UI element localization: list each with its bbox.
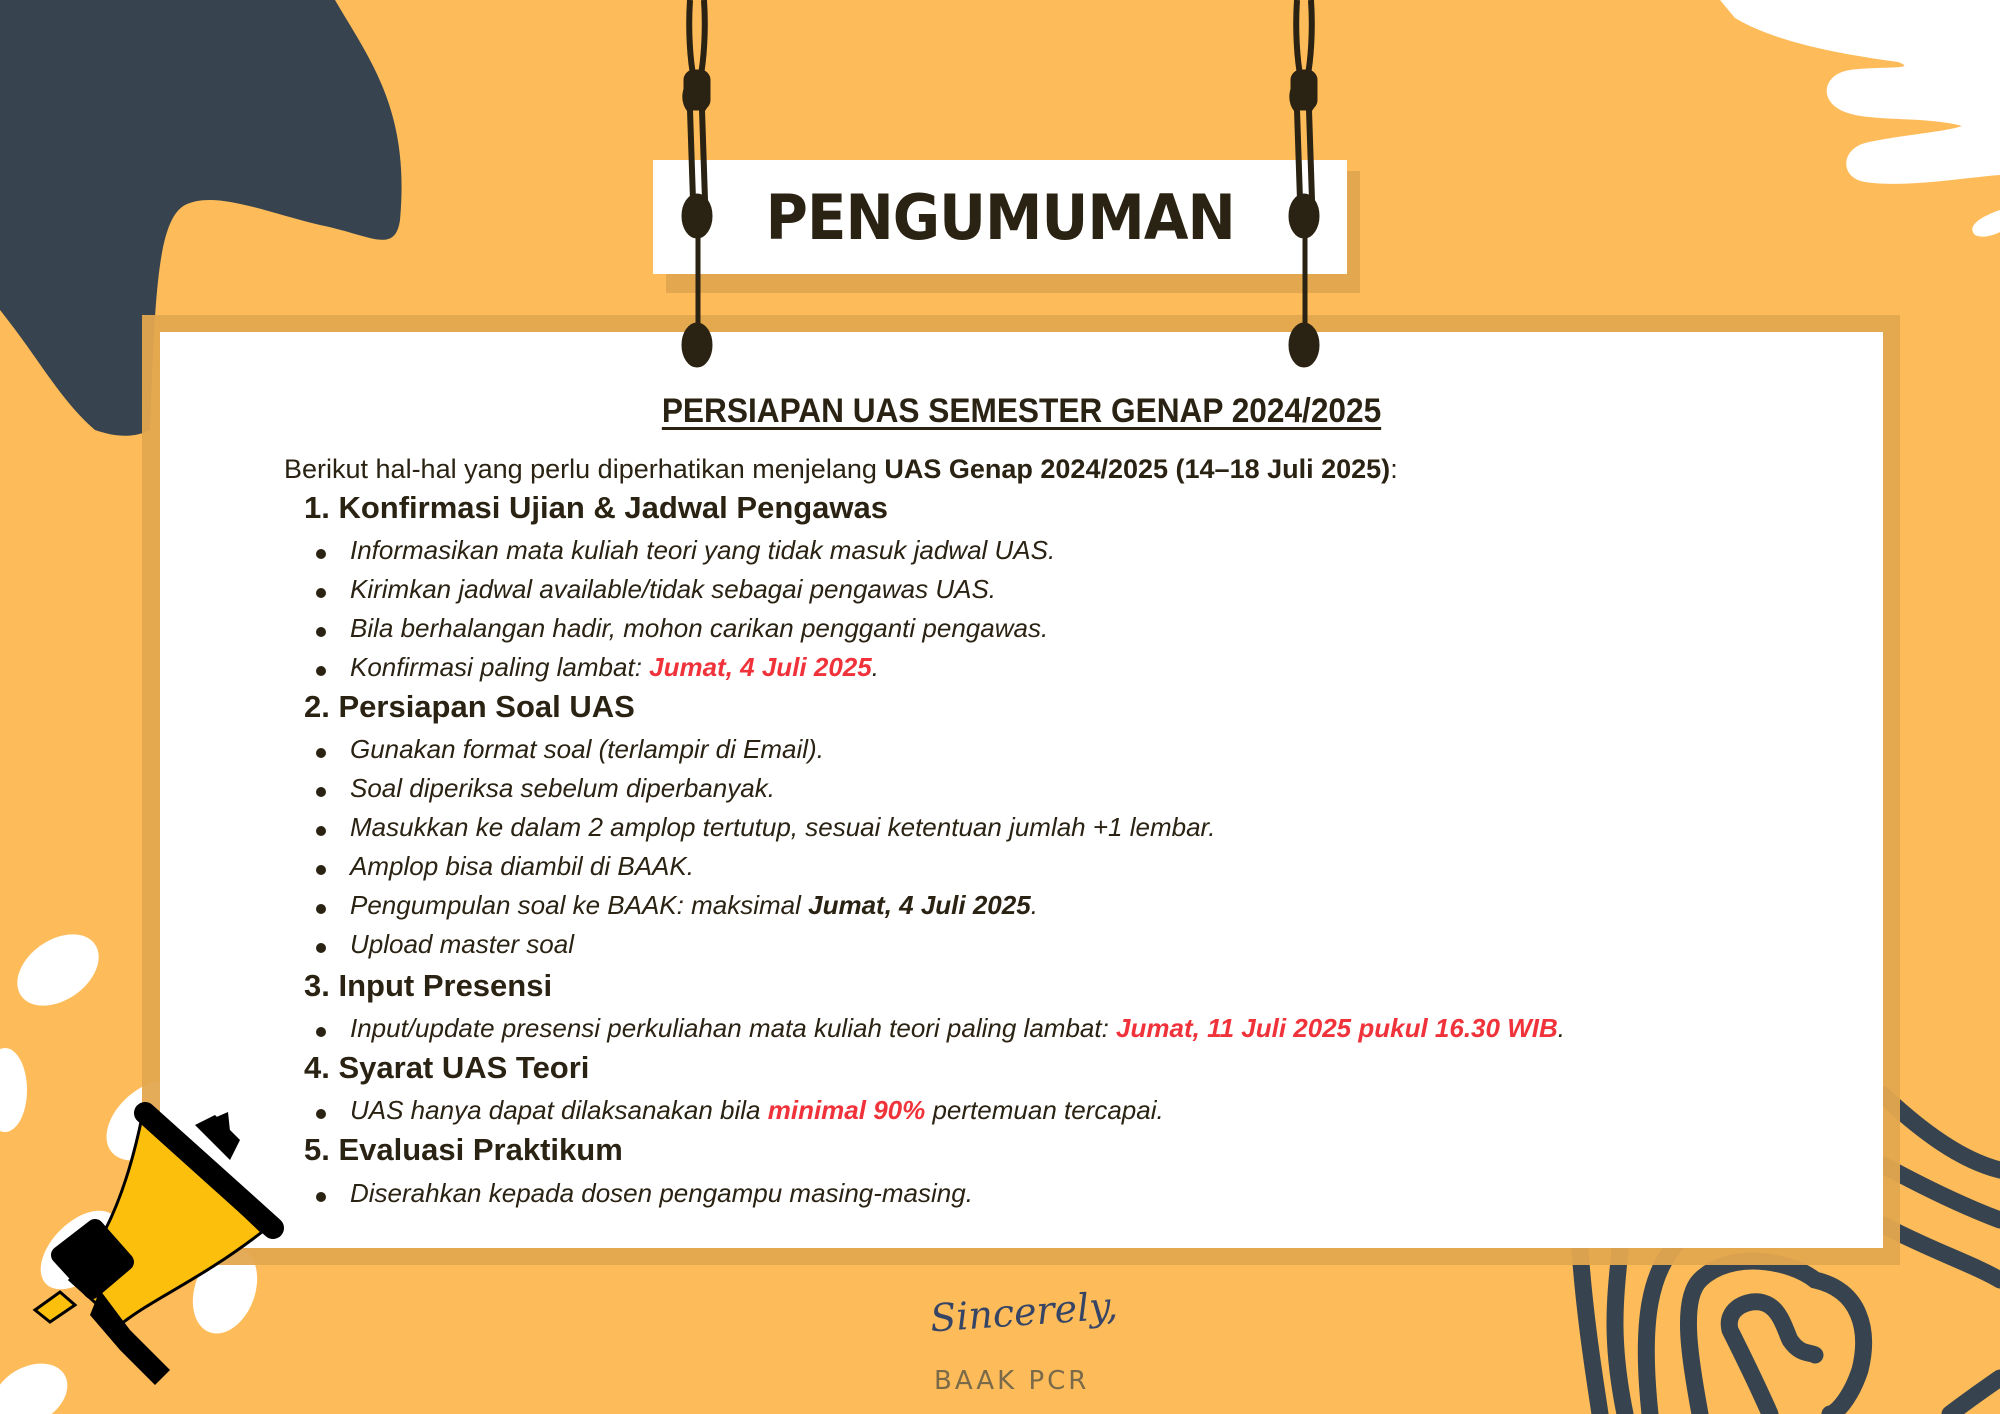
white-dot: [4, 920, 112, 1021]
white-dot: [0, 1048, 27, 1132]
section-heading: 1. Konfirmasi Ujian & Jadwal Pengawas: [304, 490, 889, 525]
signer-name: BAAK PCR: [934, 1366, 1090, 1396]
white-splash-shape: [1720, 0, 2000, 237]
list-item: Input/update presensi perkuliahan mata kuliah teori paling lambat: Jumat, 11 Juli 2025 pukul 16.30 WIB.: [350, 1013, 1565, 1043]
requirement-highlight: minimal 90%: [767, 1095, 926, 1125]
announcement-card: [160, 332, 1883, 1248]
section-heading: 4. Syarat UAS Teori: [304, 1050, 590, 1085]
list-item: Gunakan format soal (terlampir di Email).: [350, 734, 824, 764]
list-item: Diserahkan kepada dosen pengampu masing-masing.: [350, 1178, 973, 1208]
closing-text: Sincerely,: [928, 1283, 1120, 1341]
list-item: Kirimkan jadwal available/tidak sebagai pengawas UAS.: [350, 574, 997, 604]
list-item: Upload master soal: [350, 929, 574, 959]
list-item: UAS hanya dapat dilaksanakan bila minimal 90% pertemuan tercapai.: [350, 1095, 1164, 1125]
list-item: Amplop bisa diambil di BAAK.: [350, 851, 694, 881]
list-item: Konfirmasi paling lambat: Jumat, 4 Juli 2025.: [350, 652, 879, 682]
exam-period: UAS Genap 2024/2025 (14–18 Juli 2025): [884, 454, 1391, 484]
list-item: Soal diperiksa sebelum diperbanyak.: [350, 773, 775, 803]
announcement-title: PERSIAPAN UAS SEMESTER GENAP 2024/2025: [661, 392, 1382, 430]
list-item: Informasikan mata kuliah teori yang tidak masuk jadwal UAS.: [350, 535, 1056, 565]
section-heading: 2. Persiapan Soal UAS: [304, 689, 635, 724]
section-heading: 5. Evaluasi Praktikum: [304, 1132, 623, 1167]
deadline-highlight: Jumat, 11 Juli 2025 pukul 16.30 WIB: [1116, 1013, 1558, 1043]
white-dot: [26, 1196, 133, 1303]
list-item: Bila berhalangan hadir, mohon carikan pengganti pengawas.: [350, 613, 1049, 643]
deadline-highlight: Jumat, 4 Juli 2025: [649, 652, 872, 682]
page-title: PENGUMUMAN: [765, 180, 1235, 254]
list-item: Pengumpulan soal ke BAAK: maksimal Jumat, 4 Juli 2025.: [350, 890, 1038, 920]
deadline-bold: Jumat, 4 Juli 2025: [808, 890, 1031, 920]
intro-text: Berikut hal-hal yang perlu diperhatikan menjelang UAS Genap 2024/2025 (14–18 Juli 2025):: [284, 454, 1398, 484]
section-heading: 3. Input Presensi: [304, 968, 553, 1003]
list-item: Masukkan ke dalam 2 amplop tertutup, sesuai ketentuan jumlah +1 lembar.: [350, 812, 1216, 842]
white-dot: [0, 1351, 79, 1414]
title-sign: [653, 160, 1347, 274]
